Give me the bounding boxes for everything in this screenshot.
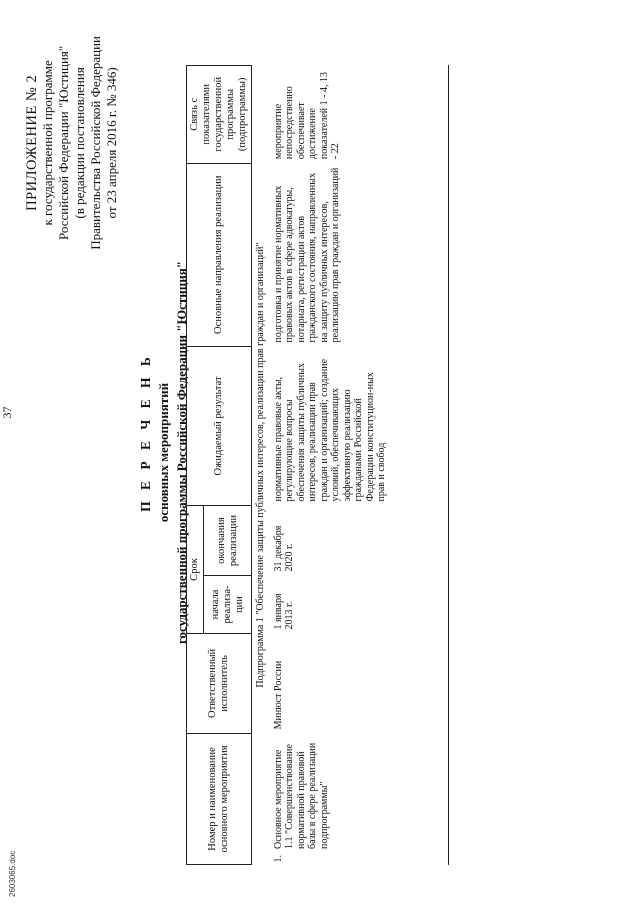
cell-result: нормативные правовые акты, регулирующие вопросы обеспечения защиты публичных интересов, реализации прав граждан и организаций; создание условий, обеспечивающих эффективную реализацию гражданами Российской Федерации конституцион-ных прав и свобод (272, 358, 387, 502)
row-number: 1. (272, 855, 284, 863)
appendix-line: Российской Федерации "Юстиция" (56, 45, 71, 241)
heading-line-3: государственной программы Российской Федерации "Юстиция" (174, 260, 189, 645)
appendix-line: Правительства Российской Федерации (88, 36, 103, 250)
cell-name (270, 733, 391, 864)
header-start: начала реализа-ции (204, 575, 252, 633)
header-end: окончания реализации (204, 505, 252, 575)
heading-line-2: основных мероприятий (156, 382, 171, 523)
appendix-block (24, 36, 120, 250)
measures-table (186, 65, 391, 865)
appendix-line: к государственной программе (40, 60, 55, 226)
heading-title: П Е Р Е Ч Е Н Ь (138, 353, 153, 512)
appendix-line: от 23 апреля 2016 г. № 346) (104, 67, 119, 219)
document-heading (138, 0, 190, 905)
appendix-title: ПРИЛОЖЕНИЕ № 2 (24, 74, 40, 211)
header-directions: Основные направления реализации (187, 163, 252, 346)
cell-directions: подготовка и принятие нормативных правовых актов в сфере адвокатуры, нотариата, регистрации актов гражданского состояния, направленных на защиту публичных интересов, реализацию прав граждан и организаций (272, 167, 341, 343)
row-name: Основное мероприятие 1.1 "Совершенствование нормативной правовой базы в сфере реализации подпрограммы" (272, 742, 330, 849)
file-id: 2603065.doc (8, 850, 17, 897)
subprogram-row (252, 66, 270, 865)
appendix-line: (в редакции постановления (72, 67, 87, 219)
header-result: Ожидаемый результат (187, 346, 252, 505)
table-bottom-rule (448, 65, 449, 865)
header-term: Срок (187, 505, 204, 633)
cell-start: 1 января 2013 г. (272, 593, 295, 630)
cell-link: мероприятие непосредственно обеспечивает достижение показателей 1 - 4, 13 - 22 (272, 72, 341, 160)
header-link: Связь с показателями государственной программы (подпрограммы) (187, 66, 252, 164)
header-name: Номер и наименование основного мероприятия (187, 733, 252, 864)
page-number: 37 (0, 406, 14, 419)
header-row (187, 66, 204, 865)
subprogram-title: Подпрограмма 1 "Обеспечение защиты публичных интересов, реализации прав граждан и организаций" (255, 242, 266, 688)
header-executor: Ответственный исполнитель (187, 634, 252, 734)
cell-executor: Минюст России (272, 660, 284, 730)
cell-end: 31 декабря 2020 г. (272, 525, 295, 572)
table-row (270, 66, 391, 865)
